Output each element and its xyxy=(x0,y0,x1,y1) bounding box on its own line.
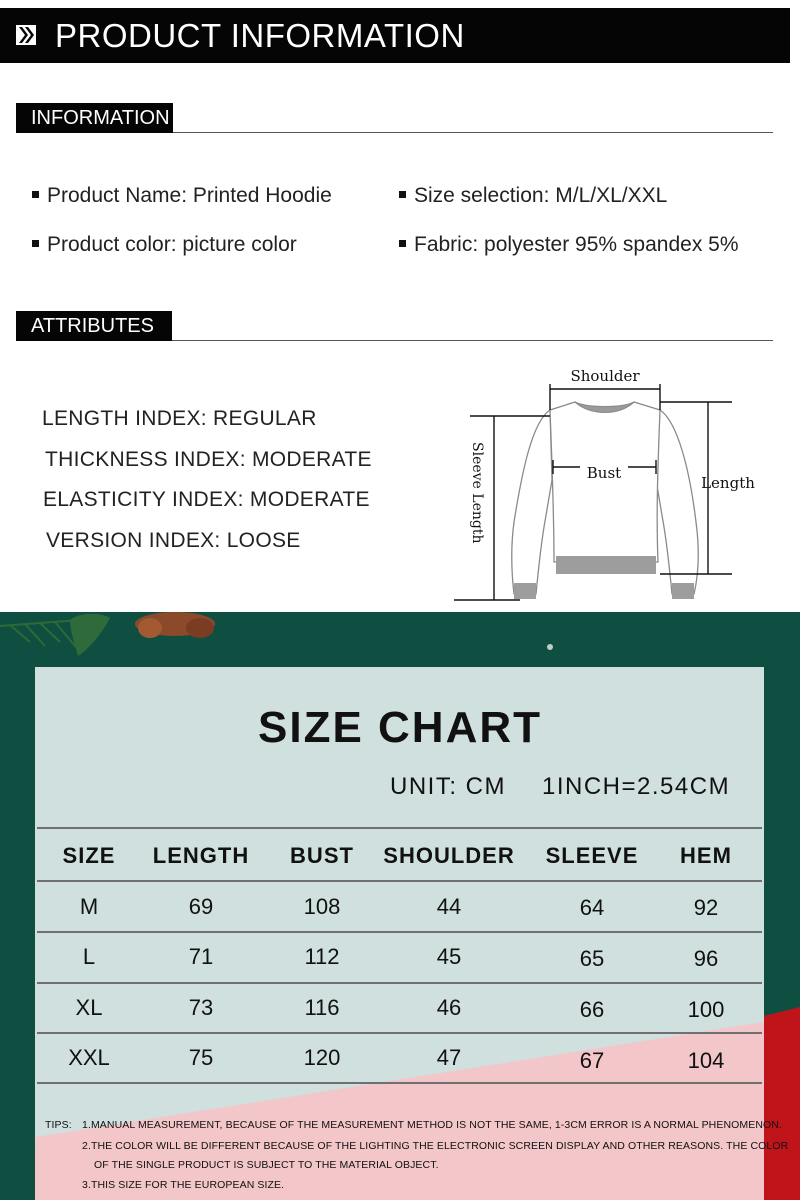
info-item: Product Name: Printed Hoodie xyxy=(32,184,332,208)
divider xyxy=(173,132,773,133)
table-cell: 116 xyxy=(304,995,340,1020)
table-cell: M xyxy=(79,894,99,919)
table-cell: 71 xyxy=(188,944,214,969)
table-cell: 69 xyxy=(188,894,214,919)
table-cell: XL xyxy=(75,995,103,1020)
table-cell: XXL xyxy=(68,1045,110,1070)
table-cell: 104 xyxy=(687,1048,725,1073)
bullet-icon xyxy=(32,191,39,198)
size-chart-title: SIZE CHART xyxy=(258,703,542,752)
tip-line: 2.THE COLOR WILL BE DIFFERENT BECAUSE OF THE LIGHTING THE ELECTRONIC SCREEN DISPLAY AND OTHER REASONS. THE COLOR xyxy=(82,1140,789,1152)
diagram-bust-label: Bust xyxy=(586,464,622,482)
tip-line: 3.THIS SIZE FOR THE EUROPEAN SIZE. xyxy=(82,1179,285,1191)
info-item: Product color: picture color xyxy=(32,233,297,257)
column-header: BUST xyxy=(290,843,354,868)
attribute-version: VERSION INDEX: LOOSE xyxy=(46,529,301,552)
table-cell: 45 xyxy=(436,944,462,969)
tip-line: OF THE SINGLE PRODUCT IS SUBJECT TO THE MATERIAL OBJECT. xyxy=(94,1159,439,1171)
attributes-label: ATTRIBUTES xyxy=(16,311,172,341)
chevron-right-icon xyxy=(16,25,36,45)
table-rule xyxy=(37,931,762,933)
table-cell: L xyxy=(82,944,96,969)
information-label: INFORMATION xyxy=(16,103,173,133)
table-cell: 67 xyxy=(579,1048,605,1073)
column-header: HEM xyxy=(680,843,732,868)
table-cell: 73 xyxy=(188,995,214,1020)
column-header: LENGTH xyxy=(152,843,250,868)
table-rule xyxy=(37,982,762,984)
inch-conversion: 1INCH=2.54CM xyxy=(542,773,731,800)
diagram-sleeve-label: Sleeve Length xyxy=(469,442,485,544)
unit-label: UNIT: CM xyxy=(390,773,506,800)
attribute-thickness: THICKNESS INDEX: MODERATE xyxy=(45,448,372,471)
pine-branch-decoration xyxy=(0,612,240,662)
diagram-shoulder-label: Shoulder xyxy=(570,367,640,385)
bullet-icon xyxy=(399,240,406,247)
diagram-length-label: Length xyxy=(701,474,755,492)
column-header: SIZE xyxy=(62,843,116,868)
bullet-icon xyxy=(32,240,39,247)
table-cell: 47 xyxy=(436,1045,462,1070)
table-cell: 112 xyxy=(304,944,340,969)
table-cell: 75 xyxy=(188,1045,214,1070)
table-cell: 100 xyxy=(687,997,725,1022)
column-header: SHOULDER xyxy=(383,843,515,868)
table-cell: 44 xyxy=(436,894,462,919)
table-cell: 92 xyxy=(693,895,719,920)
table-cell: 120 xyxy=(303,1045,341,1070)
table-cell: 64 xyxy=(579,895,605,920)
information-section-label xyxy=(16,103,773,133)
tips-label: TIPS: xyxy=(45,1119,72,1131)
table-rule xyxy=(37,827,762,829)
table-cell: 65 xyxy=(579,946,605,971)
table-cell: 108 xyxy=(303,894,341,919)
page-title: PRODUCT INFORMATION xyxy=(55,17,465,54)
attribute-length: LENGTH INDEX: REGULAR xyxy=(42,407,317,430)
table-cell: 46 xyxy=(436,995,462,1020)
info-item: Size selection: M/L/XL/XXL xyxy=(399,184,667,208)
table-cell: 96 xyxy=(693,946,719,971)
divider xyxy=(172,340,773,341)
tip-line: 1.MANUAL MEASUREMENT, BECAUSE OF THE MEASUREMENT METHOD IS NOT THE SAME, 1-3CM ERROR IS A NORMAL PHENOMENON. xyxy=(82,1119,783,1131)
bullet-icon xyxy=(399,191,406,198)
table-rule xyxy=(37,1082,762,1084)
attribute-elasticity: ELASTICITY INDEX: MODERATE xyxy=(43,488,370,511)
header-bar xyxy=(0,8,790,63)
column-header: SLEEVE xyxy=(545,843,639,868)
info-item: Fabric: polyester 95% spandex 5% xyxy=(399,233,739,257)
table-rule xyxy=(37,880,762,882)
table-cell: 66 xyxy=(579,997,605,1022)
attributes-section-label xyxy=(16,311,773,341)
table-rule xyxy=(37,1032,762,1034)
measurement-diagram xyxy=(450,362,780,607)
